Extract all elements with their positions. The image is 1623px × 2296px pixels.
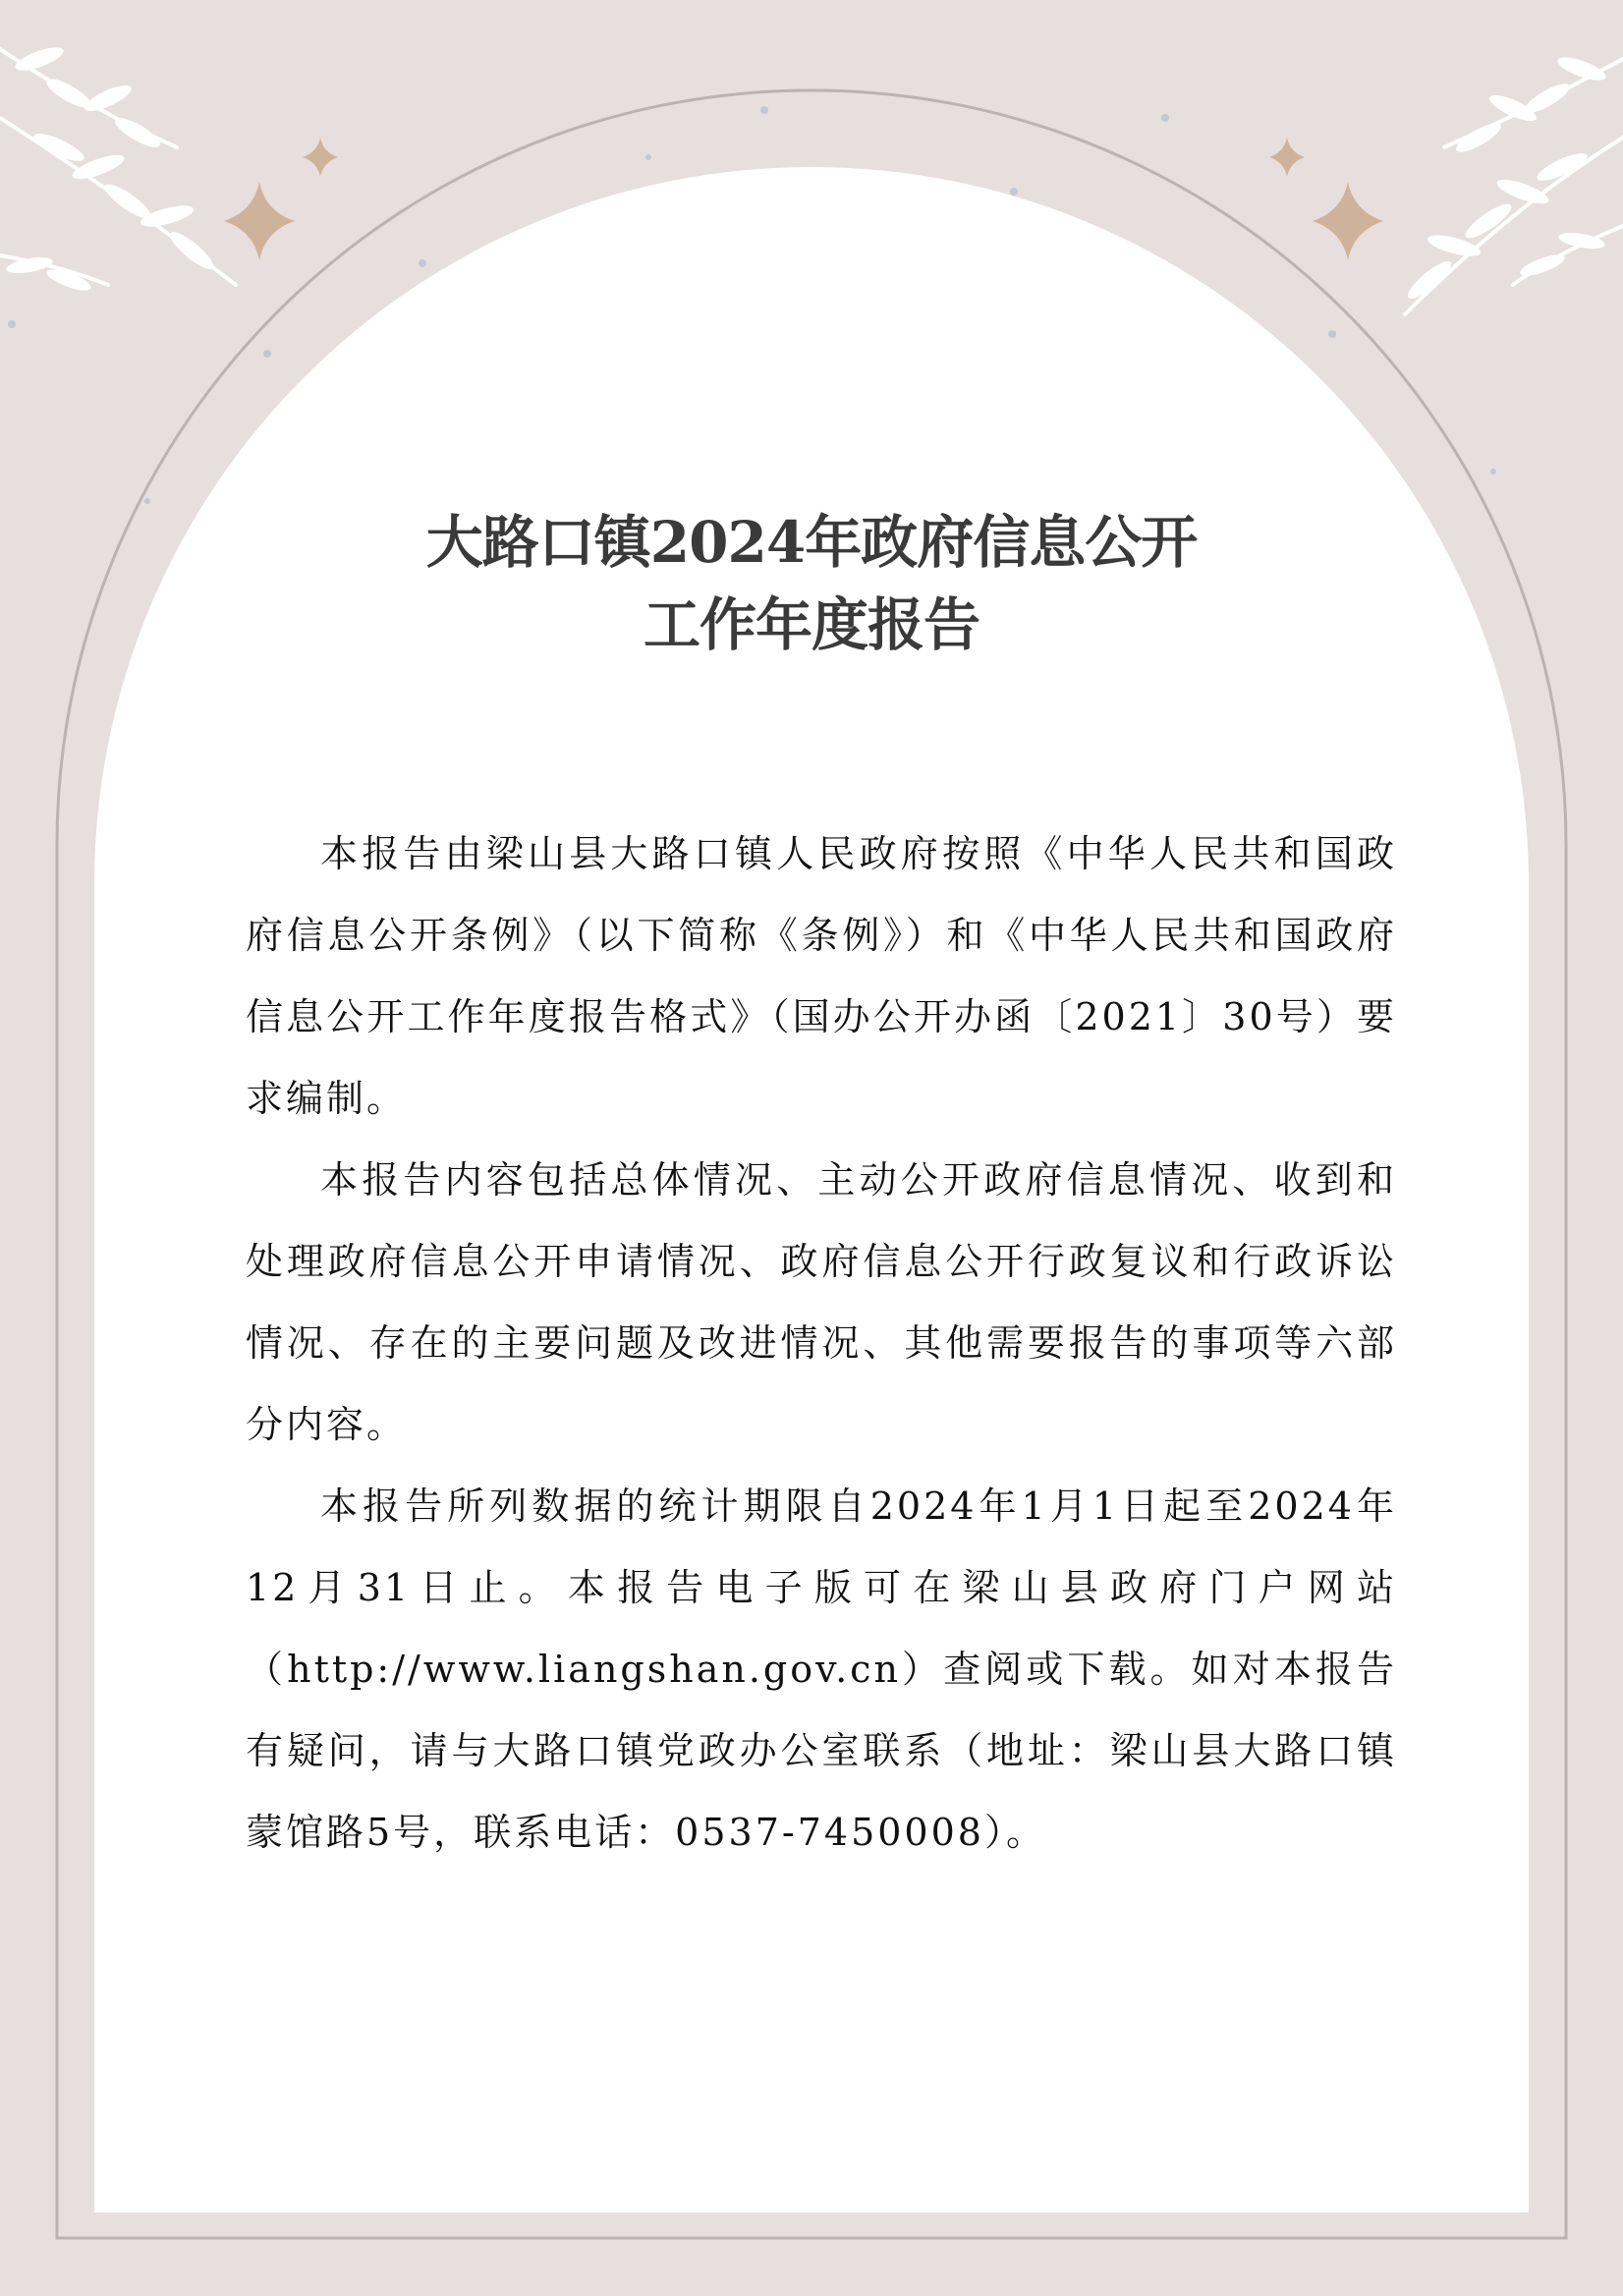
leaf-branch-icon: [1403, 53, 1608, 305]
paragraph-period-contact: 本报告所列数据的统计期限自2024年1月1日起至2024年12月31日止。本报告电子版可在梁山县政府门户网站（http://www.liangshan.gov.cn）查阅或下载。如对本报告有疑问，请与大路口镇党政办公室联系（地址：梁山县大路口镇蒙馆路5号，联系电话：0537-7450008）。: [246, 1484, 1397, 1854]
sparkle-icon: [224, 182, 295, 260]
report-title-line-1: 大路口镇2024年政府信息公开: [425, 509, 1198, 576]
report-title: [0, 501, 1623, 666]
paragraph-contents: 本报告内容包括总体情况、主动公开政府信息情况、收到和处理政府信息公开申请情况、政府信息公开行政复议和行政诉讼情况、存在的主要问题及改进情况、其他需要报告的事项等六部分内容。: [246, 1158, 1397, 1446]
leaf-branch-icon: [5, 43, 217, 295]
sparkle-icon: [1313, 182, 1383, 260]
sparkle-icon: [303, 138, 338, 177]
report-title-line-2: 工作年度报告: [643, 591, 979, 658]
report-body: [246, 813, 1397, 1874]
paragraph-basis: 本报告由梁山县大路口镇人民政府按照《中华人民共和国政府信息公开条例》（以下简称《条例》）和《中华人民共和国政府信息公开工作年度报告格式》（国办公开办函〔2021〕30号）要求编制。: [246, 832, 1397, 1120]
sparkle-icon: [1269, 138, 1305, 177]
